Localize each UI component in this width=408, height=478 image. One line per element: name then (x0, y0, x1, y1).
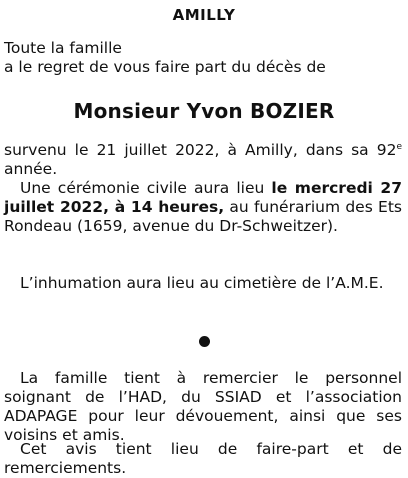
ceremony-date-time: le mercredi 27 juillet 2022, à 14 heures, (4, 179, 403, 216)
intro-line-2: a le regret de vous faire part du décès de (4, 58, 326, 76)
death-details-paragraph (4, 141, 402, 179)
death-details-text: survenu le 21 juillet 2022, à Amilly, dans sa 92 (4, 141, 397, 159)
ceremony-paragraph (4, 179, 402, 236)
ceremony-text-start: Une cérémonie civile aura lieu (20, 179, 272, 197)
deceased-name: Monsieur Yvon BOZIER (73, 99, 335, 123)
town-heading: AMILLY (172, 6, 236, 24)
ordinal-superscript: e (396, 141, 402, 152)
ceremony-text-end: au funérarium des Ets Rondeau (1659, avenue du Dr-Schweitzer). (4, 198, 402, 235)
thanks-paragraph: La famille tient à remercier le personnel soignant de l’HAD, du SSIAD et l’association ADAPAGE pour leur dévouement, ainsi que ses voisins et amis. (4, 369, 402, 444)
bullet-dot-icon (199, 336, 210, 347)
death-details-text-end: année. (4, 160, 58, 178)
burial-paragraph: L’inhumation aura lieu au cimetière de l’A.M.E. (20, 274, 384, 292)
intro-line-1: Toute la famille (4, 39, 122, 57)
closing-paragraph: Cet avis tient lieu de faire-part et de remerciements. (4, 440, 402, 477)
intro-text (4, 39, 404, 77)
